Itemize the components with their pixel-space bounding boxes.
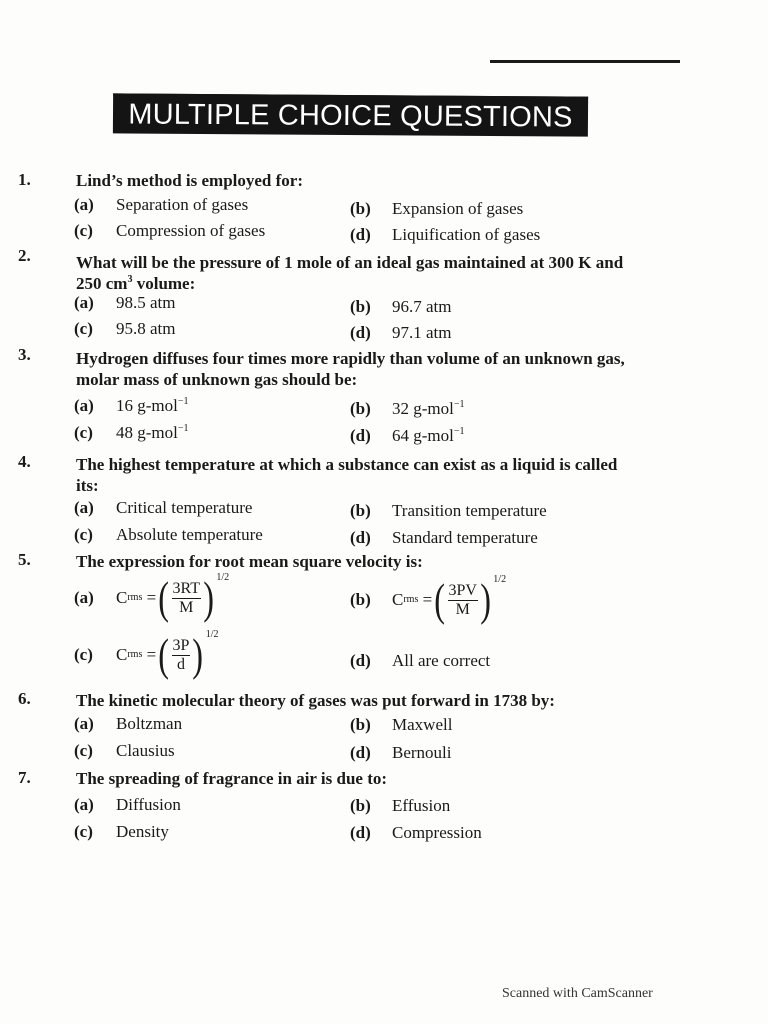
question-text: The kinetic molecular theory of gases was put forward in 1738 by:: [76, 691, 555, 710]
question-number: 5.: [18, 550, 31, 569]
question-text: Lind’s method is employed for:: [76, 171, 303, 190]
question-text: Hydrogen diffuses four times more rapidly than volume of an unknown gas, molar mass of unknown gas should be:: [76, 349, 625, 389]
page-title: MULTIPLE CHOICE QUESTIONS: [113, 93, 588, 136]
option-c: (c) Clausius: [74, 741, 175, 760]
option-b: (b) 96.7 atm: [350, 297, 452, 316]
option-a: (a) Boltzman: [74, 714, 183, 733]
option-d: (d) 64 g-mol$^{-1}$: [350, 426, 465, 445]
question-number: 6.: [18, 689, 31, 708]
question-number: 2.: [18, 246, 31, 265]
option-b: (b) Expansion of gases: [350, 199, 524, 218]
option-d: (d) 97.1 atm: [350, 323, 452, 342]
option-b-formula: (b) C rms = ( $\frac{3PV}{M}$ ) 1/2: [350, 574, 507, 625]
option-b: (b) Effusion: [350, 796, 451, 815]
option-b: (b) 32 g-mol$^{-1}$: [350, 399, 465, 418]
question-text: The highest temperature at which a substance can exist as a liquid is called its:: [76, 455, 618, 495]
option-c-formula: (c) C rms = ( $\frac{3P}{d}$ ) 1/2: [74, 629, 219, 680]
option-a: (a) Critical temperature: [74, 498, 253, 517]
option-c: (c) Compression of gases: [74, 221, 266, 240]
question-text: The expression for root mean square velocity is:: [76, 552, 423, 571]
option-d: (d) Standard temperature: [350, 528, 538, 547]
question-text: What will be the pressure of 1 mole of an ideal gas maintained at 300 K and 250 $cm^3$ volume:: [76, 253, 624, 293]
question-number: 4.: [18, 452, 31, 471]
option-b: (b) Transition temperature: [350, 501, 547, 520]
option-a: (a) Separation of gases: [74, 195, 249, 214]
question-text: The spreading of fragrance in air is due to:: [76, 769, 388, 788]
option-c: (c) 95.8 atm: [74, 319, 176, 338]
option-c: (c) 48 g-mol$^{-1}$: [74, 423, 189, 442]
option-a: (a) 98.5 atm: [74, 293, 176, 312]
question-number: 3.: [18, 345, 31, 364]
scanner-footer: Scanned with CamScanner: [502, 986, 653, 1001]
top-rule: [490, 60, 680, 63]
question-number: 1.: [18, 170, 31, 189]
option-b: (b) Maxwell: [350, 715, 453, 734]
option-d: (d) Compression: [350, 823, 482, 842]
option-c: (c) Absolute temperature: [74, 525, 263, 544]
option-a: (a) 16 g-mol$^{-1}$: [74, 396, 189, 415]
option-d: (d) All are correct: [350, 651, 491, 670]
option-d: (d) Liquification of gases: [350, 225, 541, 244]
option-d: (d) Bernouli: [350, 743, 452, 762]
option-a-formula: (a) C rms = ( $\frac{3RT}{M}$ ) 1/2: [74, 572, 230, 623]
question-number: 7.: [18, 768, 31, 787]
option-c: (c) Density: [74, 822, 169, 841]
option-a: (a) Diffusion: [74, 795, 181, 814]
